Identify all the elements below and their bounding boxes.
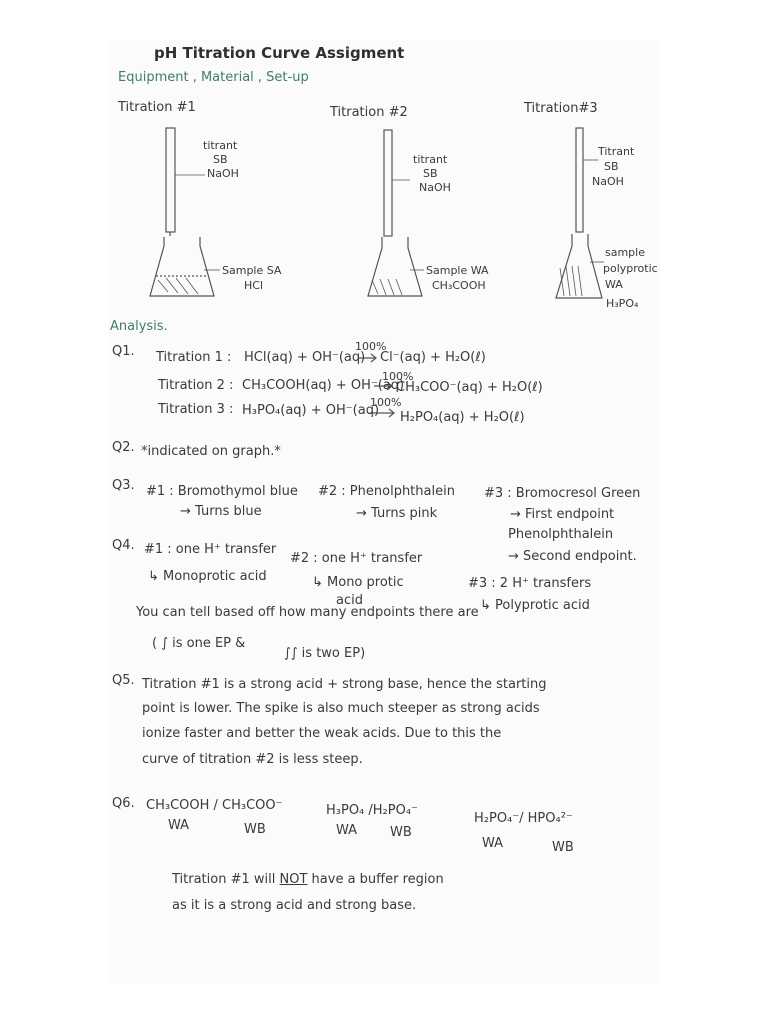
page-title: pH Titration Curve Assigment bbox=[154, 44, 405, 62]
q3-t1-head: #1 : Bromothymol blue bbox=[146, 484, 298, 499]
flask-1 bbox=[150, 175, 220, 296]
q3-t2-sub: → Turns pink bbox=[356, 506, 438, 521]
q6-pair3-formula: H₂PO₄⁻/ HPO₄²⁻ bbox=[474, 811, 573, 826]
setup-2-titrant: titrant bbox=[413, 153, 448, 166]
q1-line3-prefix: Titration 3 : bbox=[158, 402, 234, 417]
q3-t3-sub2: Phenolphthalein bbox=[508, 527, 614, 542]
q1-line1-products: Cl⁻(aq) + H₂O(ℓ) bbox=[380, 350, 486, 365]
setup-2-titrant-type: SB bbox=[423, 167, 438, 180]
q4-t1-head: #1 : one H⁺ transfer bbox=[144, 542, 277, 557]
setup-2-name: Titration #2 bbox=[330, 105, 408, 120]
q4-t2-sub2: acid bbox=[336, 593, 363, 608]
q1-line3-products: H₂PO₄(aq) + H₂O(ℓ) bbox=[400, 410, 525, 425]
q1-line1-prefix: Titration 1 : bbox=[156, 350, 232, 365]
q1-label: Q1. bbox=[112, 344, 135, 359]
equipment-heading: Equipment , Material , Set-up bbox=[118, 70, 309, 85]
setup-3-titrant-formula: NaOH bbox=[592, 175, 624, 188]
q3-t1-sub: → Turns blue bbox=[180, 504, 262, 519]
flask-2 bbox=[368, 180, 424, 296]
q1-line2-reactants: CH₃COOH(aq) + OH⁻(aq) bbox=[242, 378, 405, 393]
q6-pair3-wb: WB bbox=[552, 840, 574, 855]
q4-explain-line1: You can tell based off how many endpoints there are bbox=[136, 605, 479, 620]
q1-line1-reactants: HCl(aq) + OH⁻(aq) bbox=[244, 350, 366, 365]
q6-conclusion-line1 bbox=[172, 872, 444, 888]
q1-line3-yield: 100% bbox=[370, 396, 402, 409]
setup-3-sample-formula: H₃PO₄ bbox=[606, 297, 639, 310]
setup-2-titrant-formula: NaOH bbox=[419, 181, 451, 194]
analysis-heading: Analysis. bbox=[110, 319, 168, 334]
burette-3 bbox=[576, 128, 583, 232]
q5-label: Q5. bbox=[112, 673, 135, 688]
q4-t3-sub: ↳ Polyprotic acid bbox=[480, 598, 590, 613]
q5-line4: curve of titration #2 is less steep. bbox=[142, 752, 363, 767]
burette-1 bbox=[166, 128, 175, 236]
setup-3-sample-acid: WA bbox=[605, 278, 623, 291]
q5-line3: ionize faster and better the weak acids. Due to this the bbox=[142, 726, 502, 741]
setup-1-titrant: titrant bbox=[203, 139, 238, 152]
q6-pair1-formula: CH₃COOH / CH₃COO⁻ bbox=[146, 798, 283, 813]
setup-1-name: Titration #1 bbox=[118, 100, 196, 115]
q4-label: Q4. bbox=[112, 538, 135, 553]
q3-t3-head: #3 : Bromocresol Green bbox=[484, 486, 641, 501]
q1-line2-yield: 100% bbox=[382, 370, 414, 383]
setup-3-sample-type: polyprotic bbox=[603, 262, 658, 275]
q6-pair1-wb: WB bbox=[244, 822, 266, 837]
q4-explain-line2a: ( ∫ is one EP & bbox=[152, 636, 246, 651]
setup-1-titrant-formula: NaOH bbox=[207, 167, 239, 180]
q6-pair2-wb: WB bbox=[390, 825, 412, 840]
q6-conclusion-start: Titration #1 will bbox=[172, 872, 276, 887]
q6-pair2-wa: WA bbox=[336, 823, 358, 838]
q4-explain-line2b: ∫∫ is two EP) bbox=[284, 646, 366, 661]
q6-pair1-wa: WA bbox=[168, 818, 190, 833]
setup-1-sample-formula: HCl bbox=[244, 279, 264, 292]
q1-line3-reactants: H₃PO₄(aq) + OH⁻(aq) bbox=[242, 403, 380, 418]
q3-t3-sub3: → Second endpoint. bbox=[508, 549, 637, 564]
q2-text: *indicated on graph.* bbox=[141, 444, 281, 459]
setup-3-name: Titration#3 bbox=[524, 101, 598, 116]
setup-1-sample: Sample SA bbox=[222, 264, 282, 277]
q4-t1-sub: ↳ Monoprotic acid bbox=[148, 569, 267, 584]
q6-conclusion-not: NOT bbox=[279, 872, 308, 887]
burette-2 bbox=[384, 130, 392, 236]
q1-line1-yield: 100% bbox=[355, 340, 387, 353]
q4-t3-head: #3 : 2 H⁺ transfers bbox=[468, 576, 592, 591]
setup-1-titrant-type: SB bbox=[213, 153, 228, 166]
setup-3-titrant-type: SB bbox=[604, 160, 619, 173]
setup-2-sample: Sample WA bbox=[426, 264, 489, 277]
setup-3-titrant: Titrant bbox=[598, 145, 635, 158]
q6-label: Q6. bbox=[112, 796, 135, 811]
q1-line2-prefix: Titration 2 : bbox=[158, 378, 234, 393]
q6-conclusion-end: have a buffer region bbox=[311, 872, 444, 887]
q2-label: Q2. bbox=[112, 440, 135, 455]
q6-pair2-formula: H₃PO₄ /H₂PO₄⁻ bbox=[326, 803, 418, 818]
q3-label: Q3. bbox=[112, 478, 135, 493]
setup-3-sample: sample bbox=[605, 246, 645, 259]
q3-t2-head: #2 : Phenolphthalein bbox=[318, 484, 455, 499]
q4-t2-head: #2 : one H⁺ transfer bbox=[290, 551, 423, 566]
q6-pair3-wa: WA bbox=[482, 836, 504, 851]
q4-t2-sub1: ↳ Mono protic bbox=[312, 575, 404, 590]
setup-2-sample-formula: CH₃COOH bbox=[432, 279, 486, 292]
q5-line1: Titration #1 is a strong acid + strong base, hence the starting bbox=[142, 677, 547, 692]
q5-line2: point is lower. The spike is also much steeper as strong acids bbox=[142, 701, 540, 716]
q6-conclusion-line2: as it is a strong acid and strong base. bbox=[172, 898, 417, 913]
q3-t3-sub1: → First endpoint bbox=[510, 507, 615, 522]
q1-line2-products: CH₃COO⁻(aq) + H₂O(ℓ) bbox=[396, 380, 543, 395]
